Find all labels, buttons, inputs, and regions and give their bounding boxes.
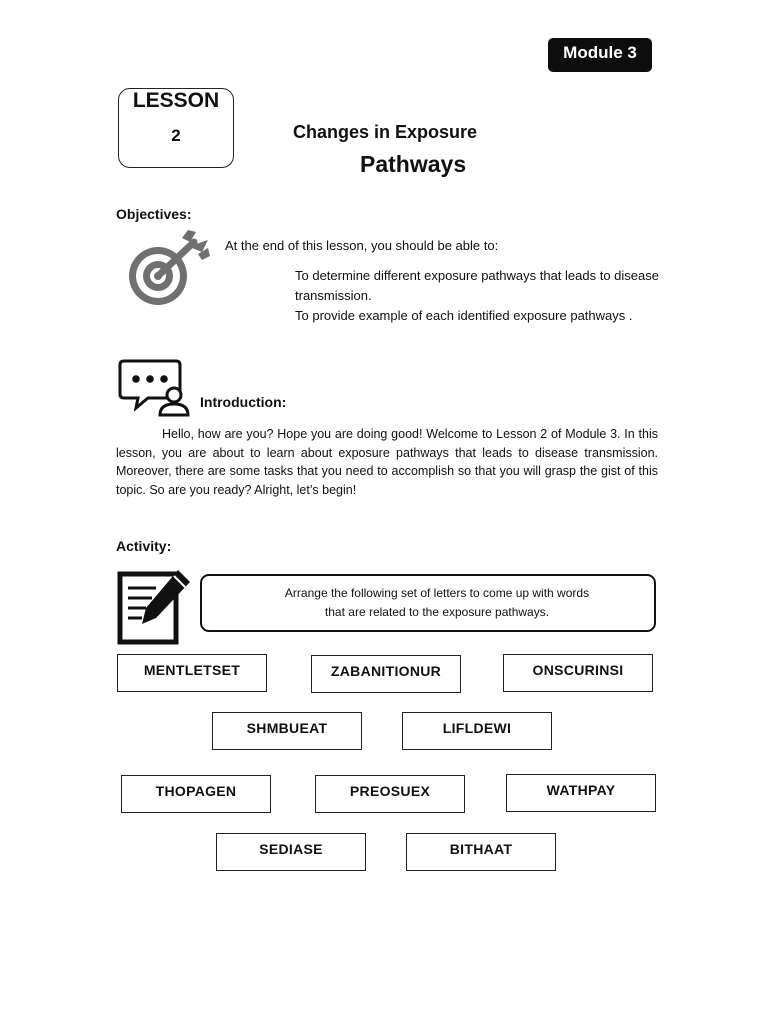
scrambled-word-box: ZABANITIONUR: [311, 655, 461, 693]
scrambled-word-box: LIFLDEWI: [402, 712, 552, 750]
target-arrow-icon: [122, 230, 212, 312]
scrambled-word-box: SEDIASE: [216, 833, 366, 871]
chat-person-icon: [118, 358, 192, 418]
scrambled-word-box: SHMBUEAT: [212, 712, 362, 750]
page-title-line1: Changes in Exposure: [293, 122, 478, 142]
objective-item: To determine different exposure pathways that leads to disease transmission.: [295, 268, 659, 303]
instruction-line: that are related to the exposure pathways.: [324, 605, 550, 619]
objectives-heading: Objectives:: [116, 206, 192, 222]
scrambled-word-box: BITHAAT: [406, 833, 556, 871]
scrambled-word-box: THOPAGEN: [121, 775, 271, 813]
instruction-line: Arrange the following set of letters to come up with words: [284, 586, 590, 600]
introduction-heading: Introduction:: [200, 394, 287, 410]
scrambled-word-box: MENTLETSET: [117, 654, 267, 692]
objectives-intro: At the end of this lesson, you should be able to:: [225, 238, 499, 253]
page-title-line2: Pathways: [360, 151, 467, 177]
lesson-word: LESSON: [132, 89, 220, 112]
objective-item: To provide example of each identified exposure pathways .: [295, 308, 633, 323]
lesson-number: 2: [171, 126, 181, 145]
edit-document-icon: [116, 568, 194, 646]
activity-instruction-box: [200, 574, 656, 632]
module-badge: Module 3: [548, 38, 652, 72]
scrambled-word-box: PREOSUEX: [315, 775, 465, 813]
activity-instruction: [272, 584, 602, 622]
introduction-text: Hello, how are you? Hope you are doing good! Welcome to Lesson 2 of Module 3. In this lesson, you are about to learn about exposure pathways that leads to disease transmission. Moreover, there are some tasks that you need to accomplish so that you will grasp the gist of this topic. So are you ready? Alright, let’s begin!: [116, 427, 658, 497]
scrambled-word-box: WATHPAY: [506, 774, 656, 812]
objectives-list: [295, 266, 665, 326]
activity-heading: Activity:: [116, 538, 172, 554]
lesson-box: [118, 88, 234, 168]
scrambled-word-box: ONSCURINSI: [503, 654, 653, 692]
